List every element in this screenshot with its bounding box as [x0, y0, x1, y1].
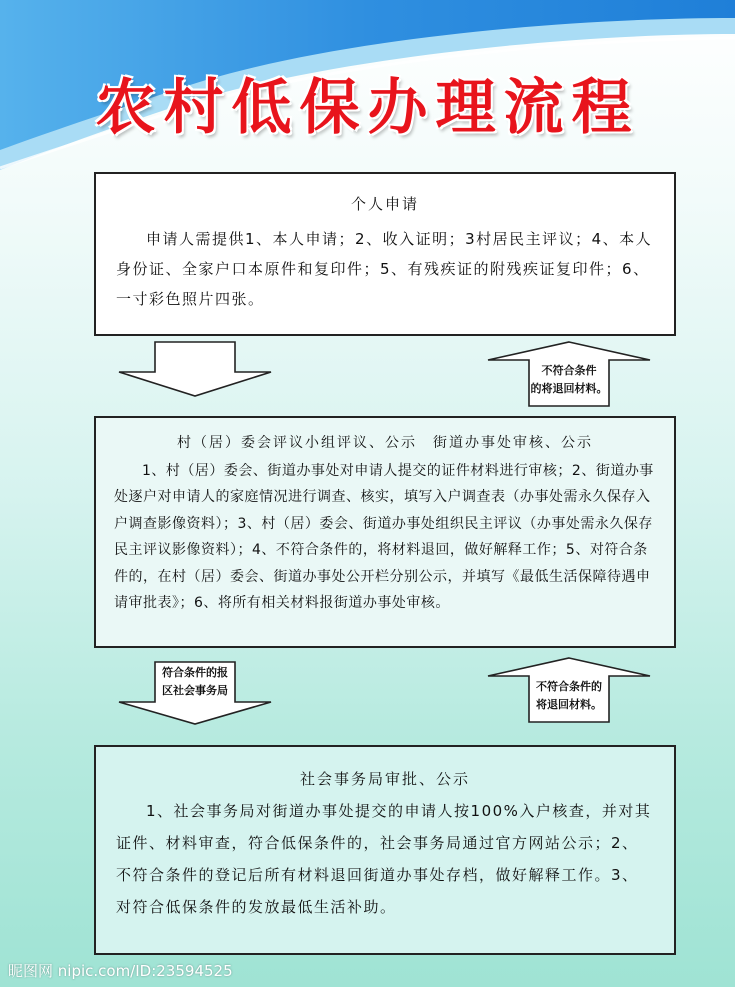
step-heading: 个人申请 [350, 195, 419, 213]
step-heading: 社会事务局审批、公示 [299, 770, 470, 788]
step-body: 1、社会事务局对街道办事处提交的申请人按100%入户核查，并对其证件、材料审查，符合低保条件的，社会事务局通过官方网站公示；2、不符合条件的登记后所有材料退回街道办事处存档，做好解释工作。3、对符合低保条件的发放最低生活补助。 [116, 802, 652, 916]
watermark: 昵图网 nipic.com/ID:23594525 [8, 962, 233, 980]
arrow-label-line: 不符合条件的 [536, 680, 602, 693]
step-box-personal-application [94, 172, 676, 336]
arrow-label-line: 的将退回材料。 [530, 382, 608, 395]
step-body: 申请人需提供1、本人申请；2、收入证明；3村居民主评议；4、本人身份证、全家户口本原件和复印件；5、有残疾证的附残疾证复印件；6、一寸彩色照片四张。 [116, 230, 653, 308]
arrow-label-line: 区社会事务局 [162, 684, 228, 697]
down-arrow [115, 340, 275, 398]
up-arrow-reject [484, 340, 654, 408]
up-arrow-reject [484, 656, 654, 724]
page-title: 农村低保办理流程 [95, 73, 640, 143]
arrow-label-line: 符合条件的报 [162, 666, 228, 679]
step-body: 1、村（居）委会、街道办事处对申请人提交的证件材料进行审核；2、街道办事处逐户对申请人的家庭情况进行调查、核实，填写入户调查表（办事处需永久保存入户调查影像资料）；3、村（居）委会、街道办事处组织民主评议（办事处需永久保存民主评议影像资料）；4、不符合条件的，将材料退回，做好解释工作；5、对符合条件的，在村（居）委会、街道办事处公开栏分别公示，并填写《最低生活保障待遇申请审批表》；6、将所有相关材料报街道办事处审核。 [114, 462, 654, 611]
arrow-label-line: 不符合条件 [541, 364, 597, 377]
step-box-social-affairs-approval [94, 745, 676, 955]
step-heading: 村（居）委会评议小组评议、公示 街道办事处审核、公示 [177, 435, 593, 451]
arrow-label-line: 将退回材料。 [536, 698, 602, 711]
down-arrow-approve [115, 660, 275, 726]
step-box-committee-review [94, 416, 676, 648]
